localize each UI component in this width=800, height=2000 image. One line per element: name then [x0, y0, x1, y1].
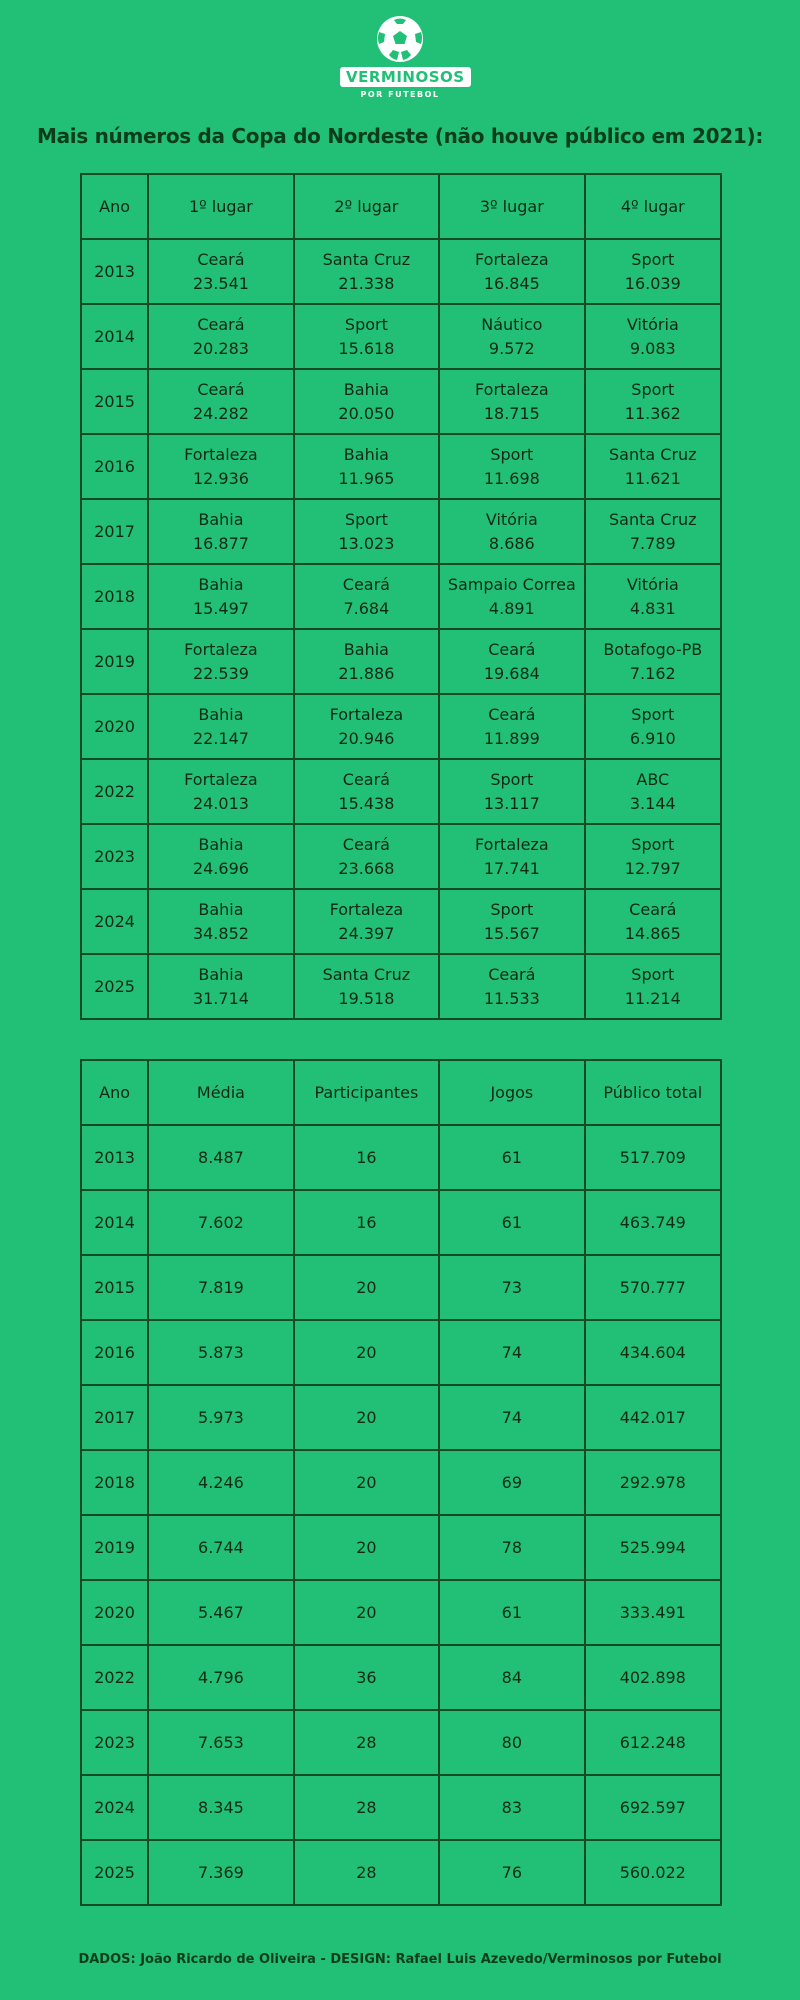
games-cell: 76: [439, 1840, 584, 1905]
table-row: [81, 889, 721, 954]
placing-cell: [294, 629, 439, 694]
placing-cell: [148, 369, 293, 434]
year-cell: 2017: [81, 1385, 148, 1450]
team-name: Bahia: [198, 704, 244, 724]
year-cell: 2018: [81, 564, 148, 629]
year-cell: 2025: [81, 954, 148, 1019]
table-row: [81, 824, 721, 889]
total-attendance-cell: 692.597: [585, 1775, 721, 1840]
team-name: Ceará: [342, 834, 390, 854]
placing-cell: [439, 239, 584, 304]
placing-cell: [585, 434, 721, 499]
attendance-value: 22.539: [192, 663, 249, 683]
year-cell: 2020: [81, 694, 148, 759]
average-cell: 4.246: [148, 1450, 293, 1515]
team-name: Fortaleza: [475, 249, 549, 269]
column-header: 4º lugar: [585, 174, 721, 239]
table-header-row: [81, 1060, 721, 1125]
average-cell: 7.819: [148, 1255, 293, 1320]
attendance-value: 31.714: [192, 988, 249, 1008]
year-cell: 2013: [81, 239, 148, 304]
placing-cell: [439, 954, 584, 1019]
table-row: [81, 1320, 721, 1385]
team-name: Vitória: [485, 509, 538, 529]
table-row: [81, 239, 721, 304]
team-name: Ceará: [197, 379, 245, 399]
attendance-value: 7.162: [629, 663, 676, 683]
attendance-value: 11.214: [624, 988, 681, 1008]
column-header: Jogos: [439, 1060, 584, 1125]
participants-cell: 20: [294, 1385, 439, 1450]
year-cell: 2023: [81, 824, 148, 889]
team-name: Botafogo-PB: [603, 639, 703, 659]
placing-cell: [294, 889, 439, 954]
attendance-value: 24.696: [192, 858, 249, 878]
participants-cell: 28: [294, 1775, 439, 1840]
participants-cell: 20: [294, 1580, 439, 1645]
attendance-value: 20.946: [338, 728, 395, 748]
year-cell: 2019: [81, 1515, 148, 1580]
year-cell: 2024: [81, 1775, 148, 1840]
placing-cell: [585, 824, 721, 889]
placing-cell: [585, 304, 721, 369]
participants-cell: 28: [294, 1840, 439, 1905]
placing-cell: [439, 369, 584, 434]
team-name: Fortaleza: [475, 379, 549, 399]
total-attendance-cell: 517.709: [585, 1125, 721, 1190]
placings-table: [80, 173, 722, 1020]
table-row: [81, 1190, 721, 1255]
table-row: [81, 759, 721, 824]
table-row: [81, 1775, 721, 1840]
team-name: Bahia: [198, 834, 244, 854]
totals-table: [80, 1059, 722, 1906]
attendance-value: 4.831: [629, 598, 676, 618]
placing-cell: [148, 889, 293, 954]
placing-cell: [439, 434, 584, 499]
year-cell: 2016: [81, 434, 148, 499]
total-attendance-cell: 333.491: [585, 1580, 721, 1645]
attendance-value: 7.684: [343, 598, 390, 618]
total-attendance-cell: 525.994: [585, 1515, 721, 1580]
table-row: [81, 304, 721, 369]
placing-cell: [585, 564, 721, 629]
table-row: [81, 1125, 721, 1190]
year-cell: 2013: [81, 1125, 148, 1190]
placing-cell: [148, 304, 293, 369]
team-name: Vitória: [626, 574, 679, 594]
placing-cell: [585, 759, 721, 824]
participants-cell: 36: [294, 1645, 439, 1710]
column-header: 2º lugar: [294, 174, 439, 239]
attendance-value: 21.338: [338, 273, 395, 293]
average-cell: 4.796: [148, 1645, 293, 1710]
placing-cell: [294, 564, 439, 629]
attendance-value: 11.698: [483, 468, 540, 488]
placing-cell: [148, 239, 293, 304]
team-name: Ceará: [197, 249, 245, 269]
attendance-value: 11.965: [338, 468, 395, 488]
attendance-value: 24.397: [338, 923, 395, 943]
year-cell: 2023: [81, 1710, 148, 1775]
placing-cell: [148, 434, 293, 499]
attendance-value: 12.936: [192, 468, 249, 488]
placing-cell: [294, 499, 439, 564]
attendance-value: 4.891: [488, 598, 535, 618]
team-name: Sport: [344, 509, 388, 529]
placing-cell: [439, 629, 584, 694]
attendance-value: 16.845: [483, 273, 540, 293]
team-name: Sport: [631, 249, 675, 269]
team-name: Ceará: [488, 704, 536, 724]
placing-cell: [585, 239, 721, 304]
total-attendance-cell: 292.978: [585, 1450, 721, 1515]
attendance-value: 24.282: [192, 403, 249, 423]
credits-footer: DADOS: João Ricardo de Oliveira - DESIGN: Rafael Luis Azevedo/Verminosos por Futebol: [78, 1952, 722, 1967]
year-cell: 2014: [81, 1190, 148, 1255]
attendance-value: 20.050: [338, 403, 395, 423]
games-cell: 80: [439, 1710, 584, 1775]
table-row: [81, 1710, 721, 1775]
column-header: Média: [148, 1060, 293, 1125]
team-name: Fortaleza: [329, 704, 404, 724]
games-cell: 73: [439, 1255, 584, 1320]
total-attendance-cell: 463.749: [585, 1190, 721, 1255]
games-cell: 74: [439, 1385, 584, 1450]
team-name: Bahia: [198, 964, 244, 984]
attendance-value: 15.438: [338, 793, 395, 813]
placing-cell: [294, 434, 439, 499]
team-name: Sport: [344, 314, 388, 334]
participants-cell: 20: [294, 1515, 439, 1580]
attendance-value: 19.518: [338, 988, 395, 1008]
attendance-value: 24.013: [192, 793, 249, 813]
table-row: [81, 629, 721, 694]
placing-cell: [294, 239, 439, 304]
year-cell: 2015: [81, 369, 148, 434]
placing-cell: [148, 629, 293, 694]
total-attendance-cell: 434.604: [585, 1320, 721, 1385]
attendance-value: 13.023: [338, 533, 395, 553]
year-cell: 2019: [81, 629, 148, 694]
attendance-value: 16.877: [192, 533, 249, 553]
games-cell: 61: [439, 1125, 584, 1190]
team-name: Santa Cruz: [609, 444, 697, 464]
placing-cell: [585, 369, 721, 434]
attendance-value: 18.715: [483, 403, 540, 423]
placing-cell: [585, 889, 721, 954]
team-name: ABC: [636, 769, 670, 789]
participants-cell: 20: [294, 1255, 439, 1320]
table-row: [81, 1580, 721, 1645]
team-name: Bahia: [343, 639, 389, 659]
total-attendance-cell: 612.248: [585, 1710, 721, 1775]
brand-name: VERMINOSOS: [340, 67, 471, 87]
year-cell: 2025: [81, 1840, 148, 1905]
placing-cell: [585, 629, 721, 694]
placing-cell: [439, 759, 584, 824]
placing-cell: [439, 499, 584, 564]
brand-wordmark: [340, 67, 465, 107]
team-name: Santa Cruz: [322, 249, 411, 269]
table-row: [81, 954, 721, 1019]
attendance-value: 20.283: [192, 338, 249, 358]
placing-cell: [294, 304, 439, 369]
placing-cell: [148, 499, 293, 564]
placing-cell: [148, 564, 293, 629]
attendance-value: 11.533: [483, 988, 540, 1008]
year-cell: 2016: [81, 1320, 148, 1385]
placing-cell: [439, 824, 584, 889]
games-cell: 83: [439, 1775, 584, 1840]
team-name: Ceará: [342, 574, 390, 594]
team-name: Fortaleza: [329, 899, 404, 919]
placing-cell: [294, 759, 439, 824]
attendance-value: 22.147: [192, 728, 249, 748]
attendance-value: 8.686: [488, 533, 535, 553]
team-name: Vitória: [626, 314, 679, 334]
year-cell: 2017: [81, 499, 148, 564]
column-header: Público total: [585, 1060, 721, 1125]
table-row: [81, 694, 721, 759]
team-name: Ceará: [488, 964, 536, 984]
team-name: Bahia: [343, 444, 389, 464]
team-name: Bahia: [198, 509, 244, 529]
attendance-value: 34.852: [192, 923, 249, 943]
games-cell: 78: [439, 1515, 584, 1580]
table-row: [81, 1515, 721, 1580]
table-row: [81, 1645, 721, 1710]
team-name: Sport: [631, 834, 675, 854]
attendance-value: 3.144: [629, 793, 676, 813]
placing-cell: [148, 759, 293, 824]
team-name: Ceará: [629, 899, 677, 919]
total-attendance-cell: 402.898: [585, 1645, 721, 1710]
total-attendance-cell: 560.022: [585, 1840, 721, 1905]
attendance-value: 6.910: [629, 728, 676, 748]
attendance-value: 7.789: [629, 533, 676, 553]
placing-cell: [148, 954, 293, 1019]
attendance-value: 16.039: [624, 273, 681, 293]
placing-cell: [148, 694, 293, 759]
year-cell: 2015: [81, 1255, 148, 1320]
team-name: Sport: [490, 444, 534, 464]
placing-cell: [439, 694, 584, 759]
team-name: Fortaleza: [184, 639, 258, 659]
placing-cell: [439, 564, 584, 629]
attendance-value: 13.117: [483, 793, 540, 813]
year-cell: 2018: [81, 1450, 148, 1515]
attendance-value: 11.899: [483, 728, 540, 748]
year-cell: 2022: [81, 759, 148, 824]
placing-cell: [294, 694, 439, 759]
total-attendance-cell: 442.017: [585, 1385, 721, 1450]
team-name: Santa Cruz: [322, 964, 411, 984]
average-cell: 5.973: [148, 1385, 293, 1450]
team-name: Ceará: [197, 314, 245, 334]
team-name: Sport: [490, 899, 534, 919]
team-name: Náutico: [481, 314, 543, 334]
attendance-value: 15.567: [483, 923, 540, 943]
table-row: [81, 369, 721, 434]
placing-cell: [294, 824, 439, 889]
table-row: [81, 1255, 721, 1320]
attendance-value: 15.618: [338, 338, 395, 358]
games-cell: 61: [439, 1190, 584, 1255]
team-name: Fortaleza: [475, 834, 549, 854]
column-header: Ano: [81, 1060, 148, 1125]
average-cell: 7.653: [148, 1710, 293, 1775]
attendance-value: 21.886: [338, 663, 395, 683]
table-row: [81, 499, 721, 564]
attendance-value: 15.497: [192, 598, 249, 618]
attendance-value: 14.865: [624, 923, 681, 943]
table-row: [81, 1385, 721, 1450]
table-row: [81, 1450, 721, 1515]
column-header: 3º lugar: [439, 174, 584, 239]
column-header: 1º lugar: [148, 174, 293, 239]
attendance-value: 23.541: [192, 273, 249, 293]
year-cell: 2024: [81, 889, 148, 954]
team-name: Bahia: [198, 899, 244, 919]
table-row: [81, 564, 721, 629]
average-cell: 7.369: [148, 1840, 293, 1905]
team-name: Fortaleza: [184, 769, 258, 789]
participants-cell: 28: [294, 1710, 439, 1775]
attendance-value: 23.668: [338, 858, 395, 878]
games-cell: 61: [439, 1580, 584, 1645]
brand-subtitle: POR FUTEBOL: [360, 90, 440, 99]
placing-cell: [585, 694, 721, 759]
average-cell: 5.467: [148, 1580, 293, 1645]
team-name: Sport: [490, 769, 534, 789]
attendance-value: 11.362: [624, 403, 681, 423]
placing-cell: [294, 369, 439, 434]
brand-logo: [0, 14, 800, 104]
average-cell: 8.345: [148, 1775, 293, 1840]
average-cell: 6.744: [148, 1515, 293, 1580]
table-row: [81, 1840, 721, 1905]
attendance-value: 9.572: [488, 338, 535, 358]
average-cell: 5.873: [148, 1320, 293, 1385]
games-cell: 74: [439, 1320, 584, 1385]
participants-cell: 20: [294, 1450, 439, 1515]
attendance-value: 9.083: [629, 338, 676, 358]
team-name: Sport: [631, 704, 675, 724]
year-cell: 2014: [81, 304, 148, 369]
average-cell: 8.487: [148, 1125, 293, 1190]
team-name: Bahia: [343, 379, 389, 399]
team-name: Sport: [631, 964, 675, 984]
year-cell: 2022: [81, 1645, 148, 1710]
participants-cell: 20: [294, 1320, 439, 1385]
placing-cell: [148, 824, 293, 889]
team-name: Ceará: [488, 639, 536, 659]
attendance-value: 11.621: [624, 468, 681, 488]
participants-cell: 16: [294, 1125, 439, 1190]
average-cell: 7.602: [148, 1190, 293, 1255]
attendance-value: 19.684: [483, 663, 540, 683]
participants-cell: 16: [294, 1190, 439, 1255]
year-cell: 2020: [81, 1580, 148, 1645]
total-attendance-cell: 570.777: [585, 1255, 721, 1320]
team-name: Sport: [631, 379, 675, 399]
table-header-row: [81, 174, 721, 239]
placing-cell: [439, 304, 584, 369]
games-cell: 69: [439, 1450, 584, 1515]
games-cell: 84: [439, 1645, 584, 1710]
placing-cell: [294, 954, 439, 1019]
page-title: Mais números da Copa do Nordeste (não houve público em 2021):: [36, 124, 764, 148]
team-name: Bahia: [198, 574, 244, 594]
placing-cell: [585, 499, 721, 564]
team-name: Ceará: [342, 769, 390, 789]
team-name: Santa Cruz: [609, 509, 697, 529]
attendance-value: 17.741: [483, 858, 540, 878]
column-header: Ano: [81, 174, 148, 239]
placing-cell: [439, 889, 584, 954]
soccer-ball-icon: [375, 14, 425, 64]
placing-cell: [585, 954, 721, 1019]
table-row: [81, 434, 721, 499]
column-header: Participantes: [294, 1060, 439, 1125]
team-name: Sampaio Correa: [447, 574, 576, 594]
attendance-value: 12.797: [624, 858, 681, 878]
team-name: Fortaleza: [184, 444, 258, 464]
